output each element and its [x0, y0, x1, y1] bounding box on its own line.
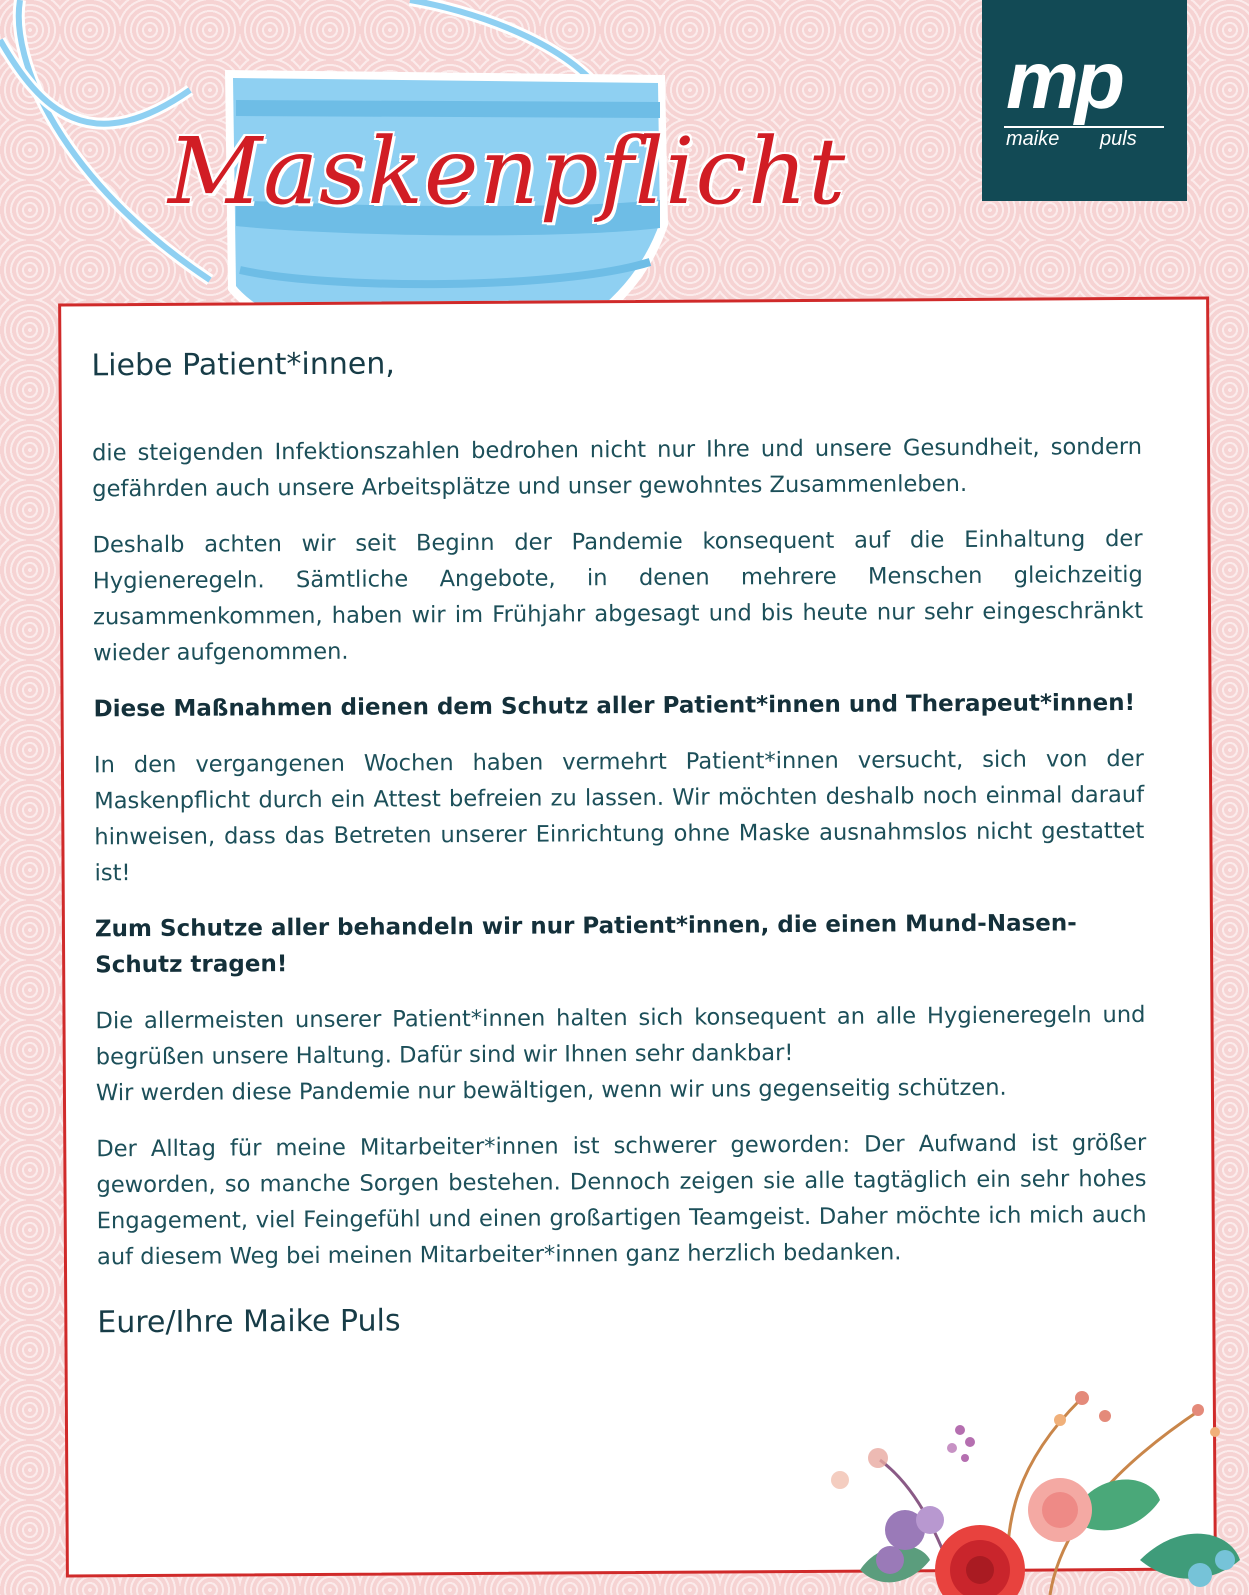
- logo-mark: mp: [1006, 35, 1121, 126]
- paragraph-1: die steigenden Infektionszahlen bedrohen nicht nur Ihre und unsere Gesundheit, sondern gefährden auch unsere Arbeitsplätze und unser gewohntes Zusammenleben.: [91, 433, 1143, 503]
- paragraph-2: Deshalb achten wir seit Beginn der Pandemie konsequent auf die Einhaltung der Hygieneregeln. Sämtliche Angebote, in denen mehrere Menschen gleichzeitig zusammenkommen, haben wir im Frühjahr abgesagt und bis heute nur sehr eingeschränkt wieder aufgenommen.: [92, 525, 1144, 667]
- paragraph-4a: Die allermeisten unserer Patient*innen halten sich konsequent an alle Hygieneregeln und begrüßen unsere Haltung. Dafür sind wir Ihnen sehr dankbar!: [95, 1001, 1146, 1071]
- signature: Eure/Ihre Maike Puls: [97, 1303, 401, 1341]
- paragraph-4b: Wir werden diese Pandemie nur bewältigen, wenn wir uns gegenseitig schützen.: [95, 1074, 1007, 1107]
- letter-greeting: Liebe Patient*innen,: [91, 346, 395, 384]
- paragraph-3: In den vergangenen Wochen haben vermehrt Patient*innen versucht, sich von der Maskenpflicht durch ein Attest befreien zu lassen. Wir möchten deshalb noch einmal darauf hinweisen, dass das Betreten unserer Einrichtung ohne Maske ausnahmslos nicht gestattet ist!: [93, 745, 1145, 887]
- letter-body: [91, 342, 1147, 1340]
- flower-decoration: [820, 1370, 1249, 1595]
- headline: Maskenpflicht: [168, 118, 847, 225]
- logo-sub-right: puls: [1100, 128, 1137, 150]
- bold-statement-1: Diese Maßnahmen dienen dem Schutz aller Patient*innen und Therapeut*innen!: [93, 689, 1136, 723]
- bold-statement-2: Zum Schutze aller behandeln wir nur Patient*innen, die einen Mund-Nasen-Schutz tragen!: [94, 910, 1077, 979]
- logo: [982, 0, 1187, 201]
- logo-sub-left: maike: [1006, 128, 1060, 150]
- paragraph-5: Der Alltag für meine Mitarbeiter*innen ist schwerer geworden: Der Aufwand ist größer geworden, so manche Sorgen bestehen. Dennoch zeigen sie alle tagtäglich ein sehr hohes Engagement, viel Feingefühl und einen großartigen Teamgeist. Daher möchte ich mich auch auf diesem Weg bei meinen Mitarbeiter*innen ganz herzlich bedanken.: [96, 1129, 1147, 1271]
